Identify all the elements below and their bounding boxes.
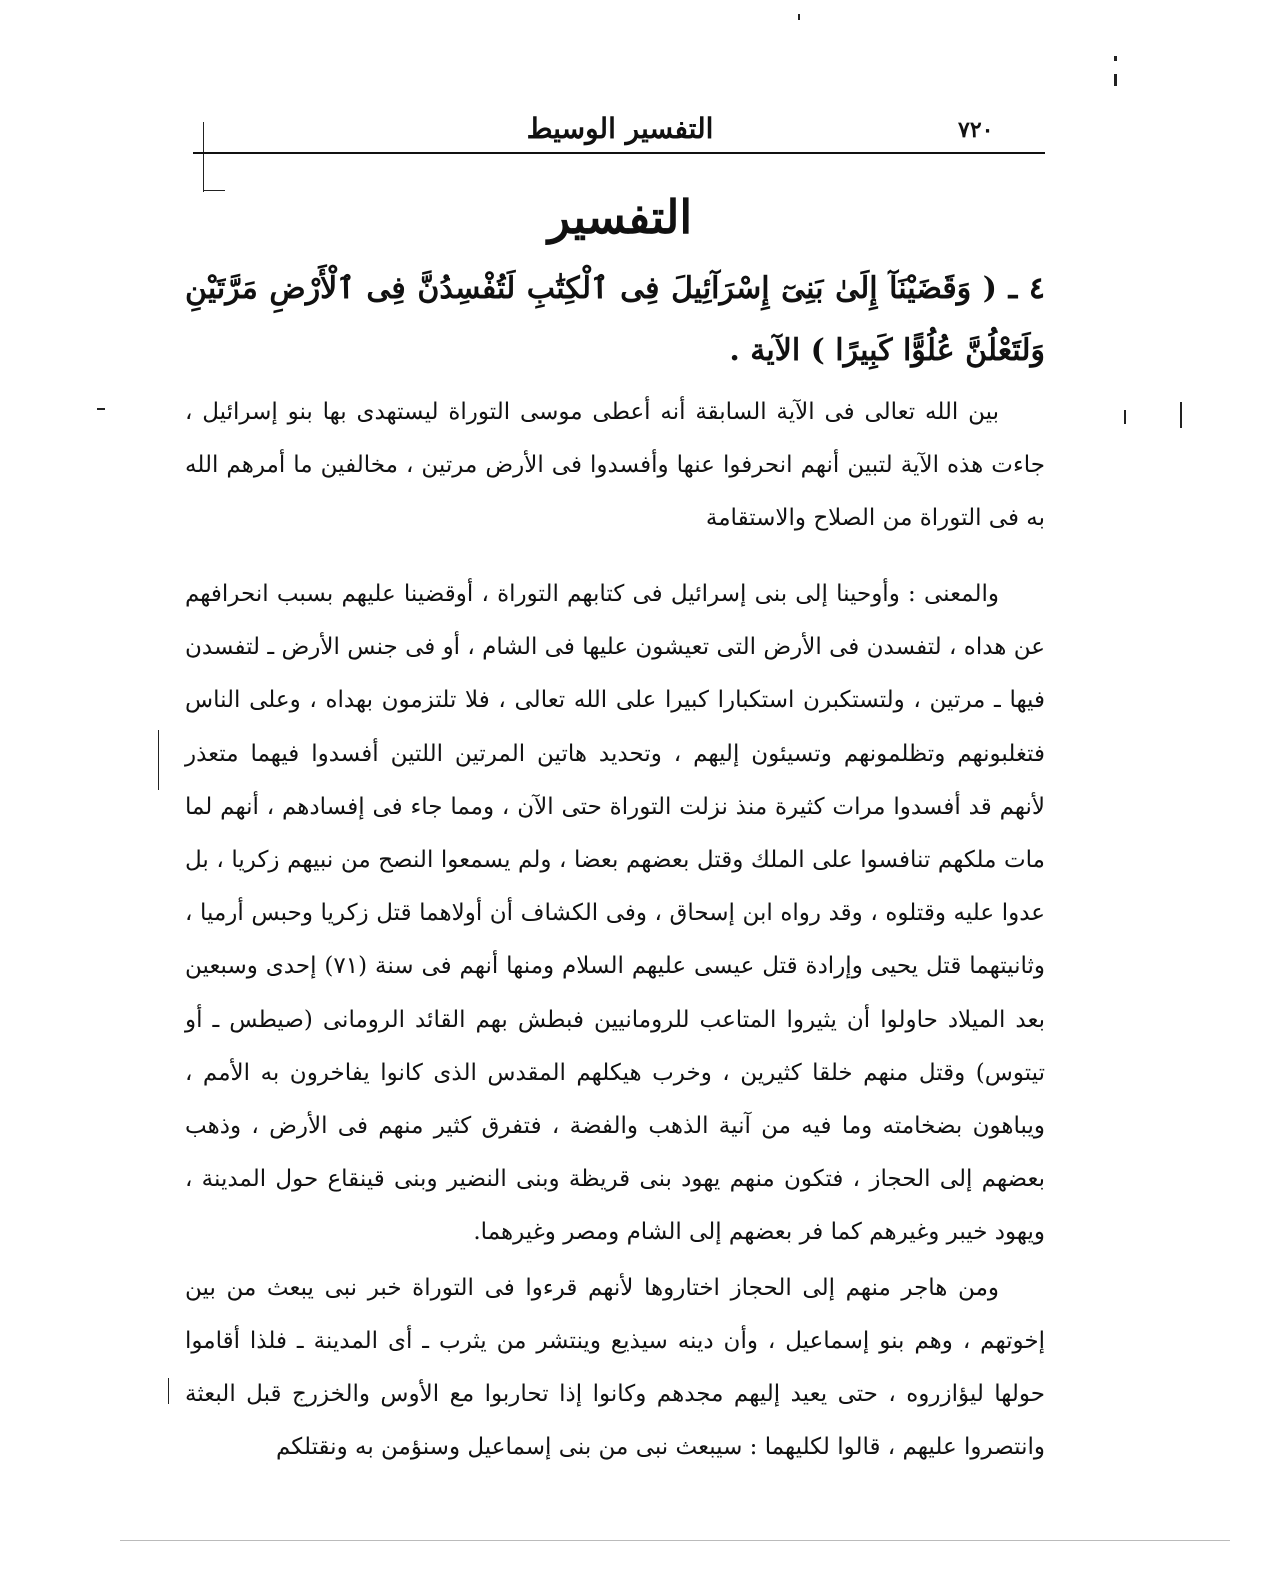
paragraph-hijaz — [185, 1262, 1045, 1474]
quran-verse: ٤ ـ ( وَقَضَيْنَآ إِلَىٰ بَنِىٓ إِسْرَآئِيلَ فِى ٱلْكِتَٰبِ لَتُفْسِدُنَّ فِى ٱلْأَرْضِ مَرَّتَيْنِ وَلَتَعْلُنَّ عُلُوًّا كَبِيرًا ) الآية . — [185, 271, 1045, 368]
scan-speck — [1114, 56, 1117, 61]
scan-speck — [97, 408, 105, 410]
scan-speck — [798, 14, 800, 20]
margin-tick — [203, 190, 225, 191]
scan-edge — [120, 1540, 1230, 1541]
running-title: التفسير الوسيط — [526, 112, 714, 145]
header-rule — [193, 152, 1045, 154]
scan-speck — [1124, 410, 1126, 424]
paragraph-text: ومن هاجر منهم إلى الحجاز اختاروها لأنهم قرءوا فى التوراة خبر نبى يبعث من بين إخوتهم ، وهم بنو إسماعيل ، وأن دينه سيذيع وينتشر من يثرب ـ أى المدينة ـ فلذا أقاموا حولها ليؤازروه ، حتى يعيد إليهم مجدهم وكانوا إذا تحاربوا مع الأوس والخزرج قبل البعثة وانتصروا عليهم ، قالوا لكليهما : سيبعث نبى من بنى إسماعيل وسنؤمن به ونقتلكم — [185, 1275, 1045, 1460]
scan-speck — [158, 730, 159, 790]
scan-speck — [1114, 74, 1117, 86]
paragraph-intro — [185, 386, 1045, 545]
margin-line — [203, 122, 204, 192]
paragraph-text: والمعنى : وأوحينا إلى بنى إسرائيل فى كتابهم التوراة ، أوقضينا عليهم بسبب انحرافهم عن هداه ، لتفسدن فى الأرض التى تعيشون عليها فى الشام ، أو فى جنس الأرض ـ لتفسدن فيها ـ مرتين ، ولتستكبرن استكبارا كبيرا على الله تعالى ، فلا تلتزمون بهداه ، وعلى الناس فتغلبونهم وتظلمونهم وتسيئون إليهم ، وتحديد هاتين المرتين اللتين أفسدوا فيهما متعذر لأنهم قد أفسدوا مرات كثيرة منذ نزلت التوراة حتى الآن ، ومما جاء فى إفسادهم ، أنهم لما مات ملكهم تنافسوا على الملك وقتل بعضهم بعضا ، ولم يسمعوا النصح من نبيهم زكريا ، بل عدوا عليه وقتلوه ، وقد رواه ابن إسحاق ، وفى الكشاف أن أولاهما قتل زكريا وحبس أرميا ، وثانيتهما قتل يحيى وإرادة قتل عيسى عليهم السلام ومنها أنهم فى سنة (٧١) إحدى وسبعين بعد الميلاد حاولوا أن يثيروا المتاعب للرومانيين فبطش بهم القائد الرومانى (صيطس ـ أو تيتوس) وقتل منهم خلقا كثيرين ، وخرب هيكلهم المقدس الذى كانوا يفاخرون به الأمم ، ويباهون بضخامته وما فيه من آنية الذهب والفضة ، فتفرق كثير منهم فى الأرض ، وذهب بعضهم إلى الحجاز ، فتكون منهم يهود بنى قريظة وبنى النضير وبنى قينقاع حول المدينة ، ويهود خيبر وغيرهم كما فر بعضهم إلى الشام ومصر وغيرهما. — [185, 581, 1045, 1246]
paragraph-meaning — [185, 568, 1045, 1260]
section-title: التفسير — [547, 190, 693, 244]
scan-speck — [1180, 402, 1182, 428]
paragraph-text: بين الله تعالى فى الآية السابقة أنه أعطى موسى التوراة ليستهدى بها بنو إسرائيل ، جاءت هذه الآية لتبين أنهم انحرفوا عنها وأفسدوا فى الأرض مرتين ، مخالفين ما أمرهم الله به فى التوراة من الصلاح والاستقامة — [185, 399, 1045, 531]
scan-speck — [168, 1378, 169, 1404]
page-number: ٧٢٠ — [958, 117, 994, 143]
